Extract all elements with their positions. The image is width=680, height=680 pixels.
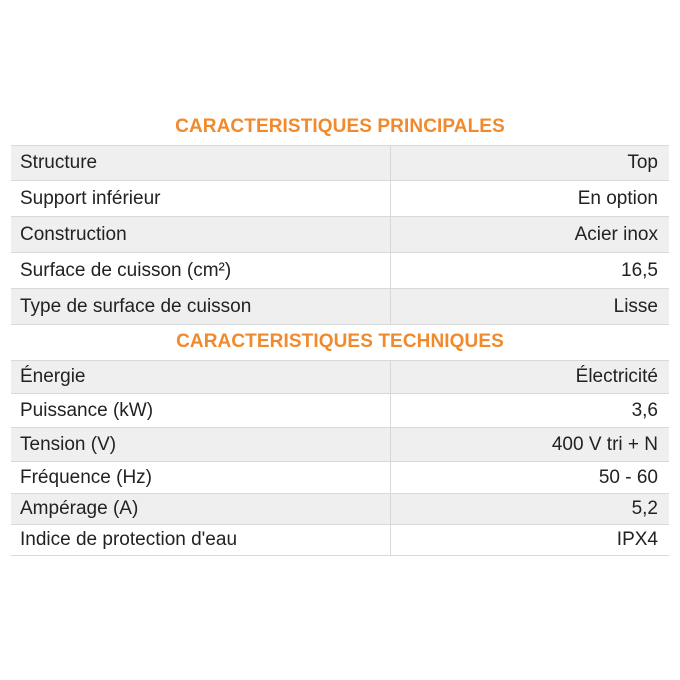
row-label: Puissance (kW) bbox=[11, 394, 391, 427]
table-row bbox=[11, 360, 669, 394]
table-row bbox=[11, 525, 669, 556]
row-label: Type de surface de cuisson bbox=[11, 289, 391, 324]
row-value: Électricité bbox=[575, 366, 658, 387]
table-row bbox=[11, 394, 669, 428]
row-label: Fréquence (Hz) bbox=[11, 462, 391, 493]
row-label: Support inférieur bbox=[11, 181, 391, 216]
row-label: Structure bbox=[11, 146, 391, 180]
row-label: Surface de cuisson (cm²) bbox=[11, 253, 391, 288]
row-value: 50 - 60 bbox=[598, 466, 658, 488]
row-label: Construction bbox=[11, 217, 391, 252]
row-value: Acier inox bbox=[574, 223, 658, 245]
spec-table-principales bbox=[11, 145, 669, 325]
table-row bbox=[11, 289, 669, 325]
table-row bbox=[11, 181, 669, 217]
row-value: Lisse bbox=[613, 295, 658, 317]
table-row bbox=[11, 217, 669, 253]
section-title-techniques: CARACTERISTIQUES TECHNIQUES bbox=[176, 331, 504, 352]
row-value: 5,2 bbox=[631, 498, 658, 519]
table-row bbox=[11, 462, 669, 494]
table-row bbox=[11, 145, 669, 181]
table-row bbox=[11, 494, 669, 525]
spec-table-techniques bbox=[11, 360, 669, 556]
row-label: Tension (V) bbox=[11, 428, 391, 461]
row-value: 400 V tri + N bbox=[551, 433, 658, 455]
row-value: IPX4 bbox=[616, 529, 658, 550]
section-title-principales: CARACTERISTIQUES PRINCIPALES bbox=[175, 116, 505, 137]
row-value: Top bbox=[627, 152, 658, 173]
row-label: Énergie bbox=[11, 361, 391, 393]
row-label: Ampérage (A) bbox=[11, 494, 391, 524]
row-value: 16,5 bbox=[621, 259, 658, 281]
row-label: Indice de protection d'eau bbox=[11, 525, 391, 555]
row-value: En option bbox=[577, 187, 658, 209]
table-row bbox=[11, 253, 669, 289]
table-row bbox=[11, 428, 669, 462]
row-value: 3,6 bbox=[631, 399, 658, 421]
